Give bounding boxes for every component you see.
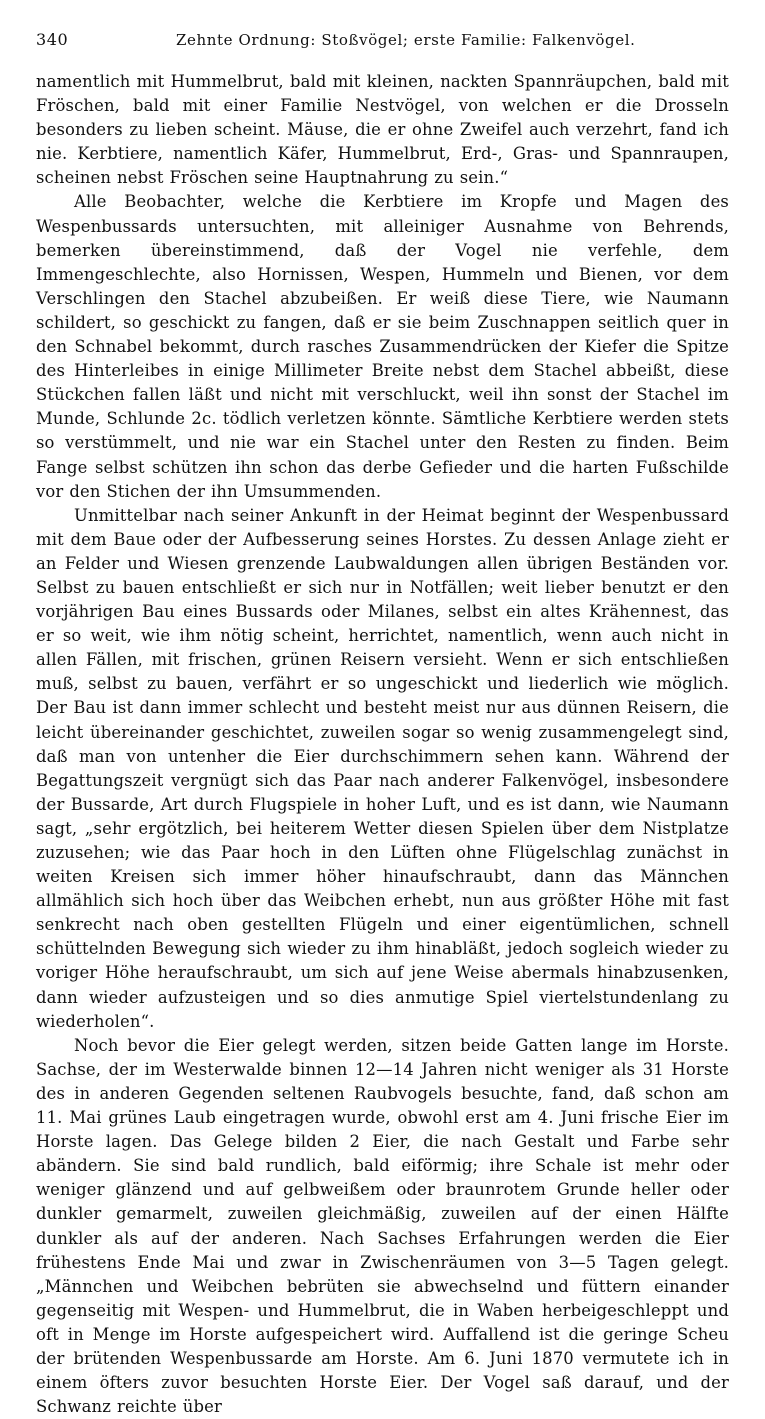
paragraph-2: Alle Beobachter, welche die Kerbtiere im Kropfe und Magen des Wespenbussards untersuchten, mit alleiniger Ausnahme von Behrends, bemerken übereinstimmend, daß der Vogel nie verfehle, dem Immengeschlechte, also Hornissen, Wespen, Hummeln und Bienen, vor dem Verschlingen den Stachel abzubeißen. Er weiß diese Tiere, wie Naumann schildert, so geschickt zu fangen, daß er sie beim Zuschnappen seitlich quer in den Schnabel bekommt, durch rasches Zusammendrücken der Kiefer die Spitze des Hinterleibes in einige Millimeter Breite nebst dem Stachel abbeißt, diese Stückchen fallen läßt und nicht mit verschluckt, weil ihn sonst der Stachel im Munde, Schlunde 2c. tödlich verletzen könnte. Sämtliche Kerbtiere werden stets so verstümmelt, und nie war ein Stachel unter den Resten zu finden. Beim Fange selbst schützen ihn schon das derbe Gefieder und die harten Fußschilde vor den Stichen der ihn Umsummenden. [36,192,729,501]
paragraph-3: Unmittelbar nach seiner Ankunft in der Heimat beginnt der Wespenbussard mit dem Baue oder der Aufbesserung seines Horstes. Zu dessen Anlage zieht er an Felder und Wiesen grenzende Laubwaldungen allen übrigen Beständen vor. Selbst zu bauen entschließt er sich nur in Notfällen; weit lieber benutzt er den vorjährigen Bau eines Bussards oder Milanes, selbst ein altes Krähennest, das er so weit, wie ihm nötig scheint, herrichtet, namentlich, wenn auch nicht in allen Fällen, mit frischen, grünen Reisern versieht. Wenn er sich entschließen muß, selbst zu bauen, verfährt er so ungeschickt und liederlich wie möglich. Der Bau ist dann immer schlecht und besteht meist nur aus dünnen Reisern, die leicht übereinander geschichtet, zuweilen sogar so wenig zusammengelegt sind, daß man von untenher die Eier durchschimmern sehen kann. Während der Begattungszeit vergnügt sich das Paar nach anderer Falkenvögel, insbesondere der Bussarde, Art durch Flugspiele in hoher Luft, und es ist dann, wie Naumann sagt, „sehr ergötzlich, bei heiterem Wetter diesen Spielen über dem Nistplatze zuzusehen; wie das Paar hoch in den Lüften ohne Flügelschlag zunächst in weiten Kreisen sich immer höher hinaufschraubt, dann das Männchen allmählich sich hoch über das Weibchen erhebt, nun aus größter Höhe mit fast senkrecht nach oben gestellten Flügeln und einer eigentümlichen, schnell schüttelnden Bewegung sich wieder zu ihm hinabläßt, jedoch sogleich wieder zu voriger Höhe heraufschraubt, um sich auf jene Weise abermals hinabzusenken, dann wieder aufzusteigen und so dies anmutige Spiel viertelstundenlang zu wiederholen“. [36,505,729,1031]
paragraph-4: Noch bevor die Eier gelegt werden, sitzen beide Gatten lange im Horste. Sachse, der im Westerwalde binnen 12—14 Jahren nicht weniger als 31 Horste des in anderen Gegenden seltenen Raubvogels besuchte, fand, daß schon am 11. Mai grünes Laub eingetragen wurde, obwohl erst am 4. Juni frische Eier im Horste lagen. Das Gelege bilden 2 Eier, die nach Gestalt und Farbe sehr abändern. Sie sind bald rundlich, bald eiförmig; ihre Schale ist mehr oder weniger glänzend und auf gelbweißem oder braunrotem Grunde heller oder dunkler gemarmelt, zuweilen gleichmäßig, zuweilen auf der einen Hälfte dunkler als auf der anderen. Nach Sachses Erfahrungen werden die Eier frühestens Ende Mai und zwar in Zwischenräumen von 3—5 Tagen gelegt. „Männchen und Weibchen bebrüten sie abwechselnd und füttern einander gegenseitig mit Wespen- und Hummelbrut, die in Waben herbeigeschleppt und oft in Menge im Horste aufgespeichert wird. Auffallend ist die geringe Scheu der brütenden Wespenbussarde am Horste. Am 6. Juni 1870 vermutete ich in einem öfters zuvor besuchten Horste Eier. Der Vogel saß darauf, und der Schwanz reichte über [36,1035,729,1417]
page-header [36,30,729,58]
paragraph-1: namentlich mit Hummelbrut, bald mit kleinen, nackten Spannräupchen, bald mit Fröschen, bald mit einer Familie Nestvögel, von welchen er die Drosseln besonders zu lieben scheint. Mäuse, die er ohne Zweifel auch verzehrt, fand ich nie. Kerbtiere, namentlich Käfer, Hummelbrut, Erd-, Gras- und Spannraupen, scheinen nebst Fröschen seine Hauptnahrung zu sein.“ [36,72,729,188]
page-number: 340 [36,30,69,49]
body-text [36,70,729,1419]
running-head: Zehnte Ordnung: Stoßvögel; erste Familie: Falkenvögel. [176,31,636,49]
